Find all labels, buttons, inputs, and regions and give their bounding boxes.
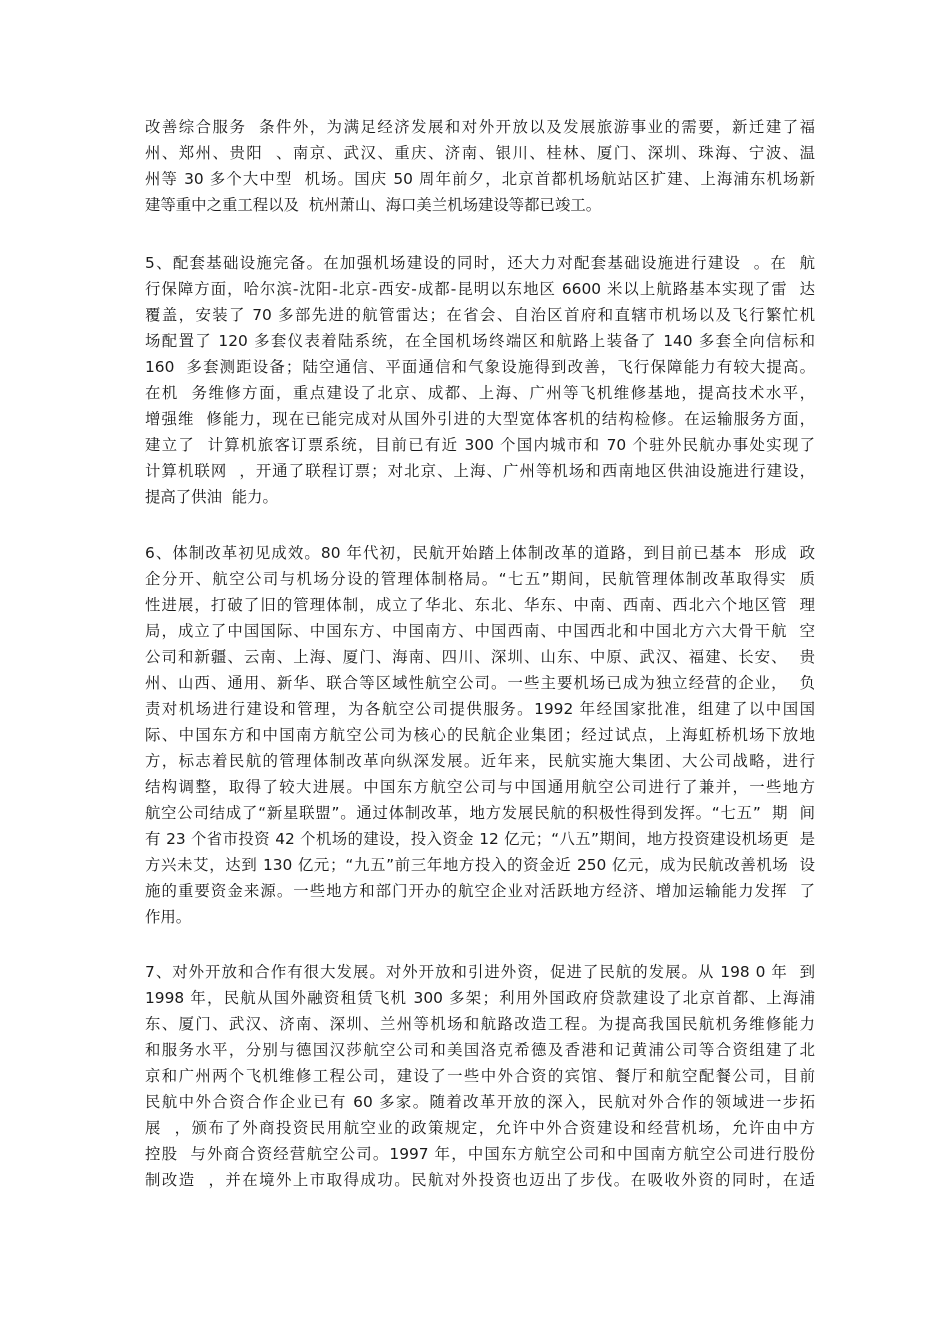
text-line: 性进展，打破了旧的管理体制，成立了华北、东北、华东、中南、西南、西北六个地区管 理: [145, 596, 815, 614]
text-line: 州、郑州、贵阳 、南京、武汉、重庆、济南、银川、桂林、厦门、深圳、珠海、宁波、温: [145, 144, 815, 162]
text-line: 7、对外开放和合作有很大发展。对外开放和引进外资，促进了民航的发展。从 198 0 年 到: [145, 963, 815, 981]
text-line: 控股 与外商合资经营航空公司。1997 年，中国东方航空公司和中国南方航空公司进行股份: [145, 1145, 815, 1163]
text-line: 建等重中之重工程以及 杭州萧山、海口美兰机场建设等都已竣工。: [145, 196, 602, 214]
paragraph-opening: [145, 959, 815, 1193]
text-line: 增强维 修能力，现在已能完成对从国外引进的大型宽体客机的结构检修。在运输服务方面，: [145, 410, 815, 428]
text-line: 东、厦门、武汉、济南、深圳、兰州等机场和航路改造工程。为提高我国民航机务维修能力: [145, 1015, 815, 1033]
paragraph-services: [145, 114, 815, 218]
text-line: 6、体制改革初见成效。80 年代初，民航开始踏上体制改革的道路，到目前已基本 形成 政: [145, 544, 815, 562]
text-line: 计算机联网 ，开通了联程订票；对北京、上海、广州等机场和西南地区供油设施进行建设，: [145, 462, 815, 480]
text-line: 方，标志着民航的管理体制改革向纵深发展。近年来，民航实施大集团、大公司战略，进行: [145, 752, 815, 770]
text-line: 企分开、航空公司与机场分设的管理体制格局。“七五”期间，民航管理体制改革取得实 质: [145, 570, 815, 588]
text-line: 责对机场进行建设和管理，为各航空公司提供服务。1992 年经国家批准，组建了以中国国: [145, 700, 815, 718]
text-line: 州等 30 多个大中型 机场。国庆 50 周年前夕，北京首都机场航站区扩建、上海浦东机场新: [145, 170, 815, 188]
text-line: 方兴未艾，达到 130 亿元；“九五”前三年地方投入的资金近 250 亿元，成为民航改善机场 设: [145, 856, 815, 874]
text-line: 州、山西、通用、新华、联合等区域性航空公司。一些主要机场已成为独立经营的企业， 负: [145, 674, 815, 692]
text-line: 民航中外合资合作企业已有 60 多家。随着改革开放的深入，民航对外合作的领域进一步拓: [145, 1093, 815, 1111]
text-line: 5、配套基础设施完备。在加强机场建设的同时，还大力对配套基础设施进行建设 。在 航: [145, 254, 815, 272]
paragraph-infrastructure: [145, 250, 815, 510]
text-line: 结构调整，取得了较大进展。中国东方航空公司与中国通用航空公司进行了兼并，一些地方: [145, 778, 815, 796]
paragraph-reform: [145, 540, 815, 930]
text-line: 场配置了 120 多套仪表着陆系统，在全国机场终端区和航路上装备了 140 多套全向信标和: [145, 332, 815, 350]
text-line: 制改造 ，并在境外上市取得成功。民航对外投资也迈出了步伐。在吸收外资的同时，在适: [145, 1171, 815, 1189]
text-line: 160 多套测距设备；陆空通信、平面通信和气象设施得到改善，飞行保障能力有较大提高。: [145, 358, 815, 376]
text-line: 局，成立了中国国际、中国东方、中国南方、中国西南、中国西北和中国北方六大骨干航 空: [145, 622, 815, 640]
text-line: 改善综合服务 条件外，为满足经济发展和对外开放以及发展旅游事业的需要，新迁建了福: [145, 118, 815, 136]
text-line: 京和广州两个飞机维修工程公司，建设了一些中外合资的宾馆、餐厅和航空配餐公司，目前: [145, 1067, 815, 1085]
text-line: 行保障方面，哈尔滨-沈阳-北京-西安-成都-昆明以东地区 6600 米以上航路基本实现了雷 达: [145, 280, 815, 298]
text-line: 施的重要资金来源。一些地方和部门开办的航空企业对活跃地方经济、增加运输能力发挥 了: [145, 882, 815, 900]
text-line: 作用。: [145, 908, 192, 926]
text-line: 提高了供油 能力。: [145, 488, 278, 506]
text-line: 航空公司结成了“新星联盟”。通过体制改革，地方发展民航的积极性得到发挥。“七五” 期 间: [145, 804, 815, 822]
text-line: 际、中国东方和中国南方航空公司为核心的民航企业集团；经过试点，上海虹桥机场下放地: [145, 726, 815, 744]
text-line: 覆盖，安装了 70 多部先进的航管雷达；在省会、自治区首府和直辖市机场以及飞行繁忙机: [145, 306, 815, 324]
text-line: 有 23 个省市投资 42 个机场的建设，投入资金 12 亿元；“八五”期间，地方投资建设机场更 是: [145, 830, 815, 848]
text-line: 公司和新疆、云南、上海、厦门、海南、四川、深圳、山东、中原、武汉、福建、长安、 贵: [145, 648, 815, 666]
text-line: 和服务水平，分别与德国汉莎航空公司和美国洛克希德及香港和记黄浦公司等合资组建了北: [145, 1041, 815, 1059]
text-line: 展 ，颁布了外商投资民用航空业的政策规定，允许中外合资建设和经营机场，允许由中方: [145, 1119, 815, 1137]
text-line: 在机 务维修方面，重点建设了北京、成都、上海、广州等飞机维修基地，提高技术水平，: [145, 384, 815, 402]
text-line: 1998 年，民航从国外融资租赁飞机 300 多架；利用外国政府贷款建设了北京首都、上海浦: [145, 989, 815, 1007]
text-line: 建立了 计算机旅客订票系统，目前已有近 300 个国内城市和 70 个驻外民航办事处实现了: [145, 436, 815, 454]
